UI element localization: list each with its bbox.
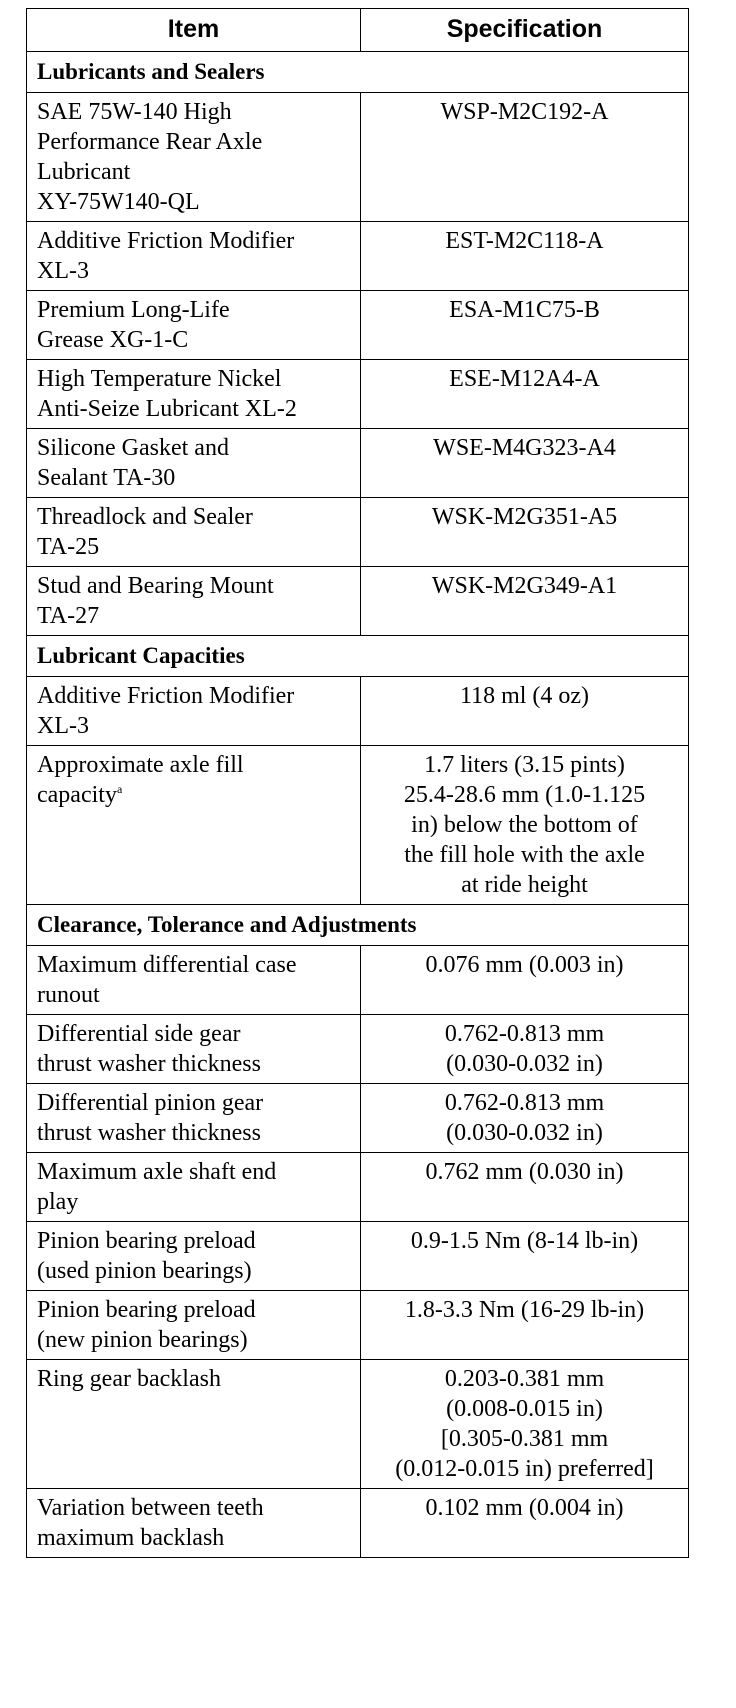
- item-text-line: [37, 980, 354, 1010]
- specification-cell: [361, 946, 689, 1015]
- section-row-lubricants: [27, 52, 689, 93]
- item-cell: [27, 677, 361, 746]
- specification-cell: [361, 677, 689, 746]
- specification-text-line: 0.076 mm (0.003 in): [425, 952, 624, 978]
- section-row-clearance: [27, 905, 689, 946]
- specification-cell: [361, 567, 689, 636]
- item-text: runout: [37, 982, 100, 1008]
- item-text: SAE 75W-140 High: [37, 99, 232, 125]
- specification-cell: [361, 1489, 689, 1558]
- item-cell: [27, 1360, 361, 1489]
- item-text-line: [37, 1256, 354, 1286]
- specification-text-line: 0.203-0.381 mm: [444, 1366, 605, 1392]
- item-text: capacity: [37, 782, 117, 808]
- item-text-line: [37, 394, 354, 424]
- item-text-line: [37, 532, 354, 562]
- specification-table: [26, 8, 689, 1558]
- specification-text-line: 0.762-0.813 mm: [444, 1090, 605, 1116]
- specification-text-line: (0.008-0.015 in): [446, 1396, 603, 1422]
- table-row: [27, 222, 689, 291]
- table-row: [27, 498, 689, 567]
- item-text-line: [37, 1226, 354, 1256]
- table-row: [27, 746, 689, 905]
- specification-cell: [361, 1360, 689, 1489]
- item-text: Additive Friction Modifier: [37, 228, 295, 254]
- item-text: Lubricant: [37, 159, 131, 185]
- item-text: Approximate axle fill: [37, 752, 244, 778]
- item-cell: [27, 429, 361, 498]
- table-row: [27, 93, 689, 222]
- specification-cell: [361, 93, 689, 222]
- specification-text-line: (0.030-0.032 in): [446, 1051, 603, 1077]
- item-text: Stud and Bearing Mount: [37, 573, 274, 599]
- specification-text-line: ESE-M12A4-A: [449, 366, 600, 392]
- specification-text-line: EST-M2C118-A: [445, 228, 604, 254]
- item-column-header: Item: [27, 9, 361, 52]
- specification-cell: [361, 1291, 689, 1360]
- table-row: [27, 1222, 689, 1291]
- table-header-row: [27, 9, 689, 52]
- specification-text-line: WSE-M4G323-A4: [433, 435, 616, 461]
- specification-text-line: 0.762-0.813 mm: [444, 1021, 605, 1047]
- specification-text-line: 1.7 liters (3.15 pints): [424, 752, 625, 778]
- item-text: Ring gear backlash: [37, 1366, 221, 1392]
- item-text: Silicone Gasket and: [37, 435, 229, 461]
- item-text-line: [37, 1157, 354, 1187]
- item-text: maximum backlash: [37, 1525, 225, 1551]
- specification-cell: [361, 222, 689, 291]
- item-text: XL-3: [37, 258, 89, 284]
- item-text-line: [37, 1118, 354, 1148]
- table-row: [27, 677, 689, 746]
- item-text-line: [37, 364, 354, 394]
- item-text-line: [37, 780, 354, 810]
- item-text: (used pinion bearings): [37, 1258, 252, 1284]
- table-row: [27, 946, 689, 1015]
- specification-column-header: Specification: [361, 9, 689, 52]
- item-text-line: [37, 1187, 354, 1217]
- table-row: [27, 1015, 689, 1084]
- item-cell: [27, 222, 361, 291]
- item-text: Grease XG-1-C: [37, 327, 189, 353]
- item-text: Premium Long-Life: [37, 297, 230, 323]
- specification-text-line: the fill hole with the axle: [404, 842, 645, 868]
- section-row-capacities: [27, 636, 689, 677]
- specification-text-line: 0.762 mm (0.030 in): [425, 1159, 624, 1185]
- specification-text-line: 118 ml (4 oz): [459, 683, 590, 709]
- table-row: [27, 360, 689, 429]
- item-text-line: [37, 1049, 354, 1079]
- specification-text-line: 0.102 mm (0.004 in): [425, 1495, 624, 1521]
- item-text: Sealant TA-30: [37, 465, 176, 491]
- table-row: [27, 291, 689, 360]
- item-cell: [27, 1489, 361, 1558]
- specification-cell: [361, 1084, 689, 1153]
- item-text: Threadlock and Sealer: [37, 504, 253, 530]
- table-row: [27, 429, 689, 498]
- specification-cell: [361, 1222, 689, 1291]
- item-text-line: [37, 1364, 354, 1394]
- item-text-line: [37, 711, 354, 741]
- specification-cell: [361, 1015, 689, 1084]
- item-text-line: [37, 1493, 354, 1523]
- item-text-line: [37, 1088, 354, 1118]
- item-cell: [27, 1153, 361, 1222]
- table-body: [27, 52, 689, 1558]
- item-text: thrust washer thickness: [37, 1051, 261, 1077]
- item-text-line: [37, 950, 354, 980]
- specification-cell: [361, 360, 689, 429]
- item-text-line: [37, 463, 354, 493]
- item-text: Pinion bearing preload: [37, 1297, 256, 1323]
- table-row: [27, 567, 689, 636]
- item-cell: [27, 1084, 361, 1153]
- item-text-line: [37, 97, 354, 127]
- item-text: High Temperature Nickel: [37, 366, 282, 392]
- item-cell: [27, 746, 361, 905]
- item-text-line: [37, 295, 354, 325]
- item-text-line: [37, 187, 354, 217]
- item-text-line: [37, 1019, 354, 1049]
- item-cell: [27, 946, 361, 1015]
- item-text: XL-3: [37, 713, 89, 739]
- specification-text-line: (0.030-0.032 in): [446, 1120, 603, 1146]
- item-text: Pinion bearing preload: [37, 1228, 256, 1254]
- item-text-line: [37, 1523, 354, 1553]
- item-text-line: [37, 433, 354, 463]
- specification-text-line: (0.012-0.015 in) preferred]: [395, 1456, 654, 1482]
- item-text: TA-25: [37, 534, 100, 560]
- item-text-line: [37, 157, 354, 187]
- specification-cell: [361, 1153, 689, 1222]
- item-cell: [27, 567, 361, 636]
- item-text-line: [37, 1295, 354, 1325]
- item-text: Differential side gear: [37, 1021, 241, 1047]
- item-text-line: [37, 502, 354, 532]
- item-text-line: [37, 750, 354, 780]
- item-text-line: [37, 226, 354, 256]
- item-cell: [27, 291, 361, 360]
- item-text: XY-75W140-QL: [37, 189, 200, 215]
- specification-cell: [361, 291, 689, 360]
- table-row: [27, 1153, 689, 1222]
- item-text: Maximum differential case: [37, 952, 297, 978]
- specification-text-line: WSK-M2G351-A5: [431, 504, 618, 530]
- item-text-line: [37, 256, 354, 286]
- item-text-line: [37, 681, 354, 711]
- specification-text-line: 0.9-1.5 Nm (8-14 lb-in): [410, 1228, 639, 1254]
- item-text: Differential pinion gear: [37, 1090, 264, 1116]
- specification-cell: [361, 498, 689, 567]
- table-row: [27, 1360, 689, 1489]
- section-heading: Clearance, Tolerance and Adjustments: [27, 905, 689, 946]
- table-row: [27, 1489, 689, 1558]
- table-row: [27, 1084, 689, 1153]
- specification-text-line: ESA-M1C75-B: [449, 297, 600, 323]
- specification-cell: [361, 429, 689, 498]
- item-text-line: [37, 1325, 354, 1355]
- item-text-line: [37, 601, 354, 631]
- item-text: Maximum axle shaft end: [37, 1159, 277, 1185]
- specification-text-line: in) below the bottom of: [411, 812, 638, 838]
- item-text: TA-27: [37, 603, 100, 629]
- footnote-marker: a: [116, 782, 123, 796]
- item-cell: [27, 1222, 361, 1291]
- specification-cell: [361, 746, 689, 905]
- specification-text-line: WSP-M2C192-A: [440, 99, 609, 125]
- item-cell: [27, 498, 361, 567]
- item-text: Variation between teeth: [37, 1495, 264, 1521]
- item-text: (new pinion bearings): [37, 1327, 248, 1353]
- item-cell: [27, 360, 361, 429]
- item-text-line: [37, 127, 354, 157]
- item-text: thrust washer thickness: [37, 1120, 261, 1146]
- item-text: Anti-Seize Lubricant XL-2: [37, 396, 297, 422]
- section-heading: Lubricants and Sealers: [27, 52, 689, 93]
- item-cell: [27, 1291, 361, 1360]
- table-row: [27, 1291, 689, 1360]
- specification-text-line: at ride height: [461, 872, 588, 898]
- specification-text-line: [0.305-0.381 mm: [440, 1426, 609, 1452]
- specification-text-line: 1.8-3.3 Nm (16-29 lb-in): [404, 1297, 645, 1323]
- item-text-line: [37, 571, 354, 601]
- specification-text-line: 25.4-28.6 mm (1.0-1.125: [403, 782, 646, 808]
- section-heading: Lubricant Capacities: [27, 636, 689, 677]
- item-text: Performance Rear Axle: [37, 129, 263, 155]
- item-cell: [27, 93, 361, 222]
- item-text: play: [37, 1189, 79, 1215]
- item-text-line: [37, 325, 354, 355]
- specification-text-line: WSK-M2G349-A1: [431, 573, 618, 599]
- item-text: Additive Friction Modifier: [37, 683, 295, 709]
- item-cell: [27, 1015, 361, 1084]
